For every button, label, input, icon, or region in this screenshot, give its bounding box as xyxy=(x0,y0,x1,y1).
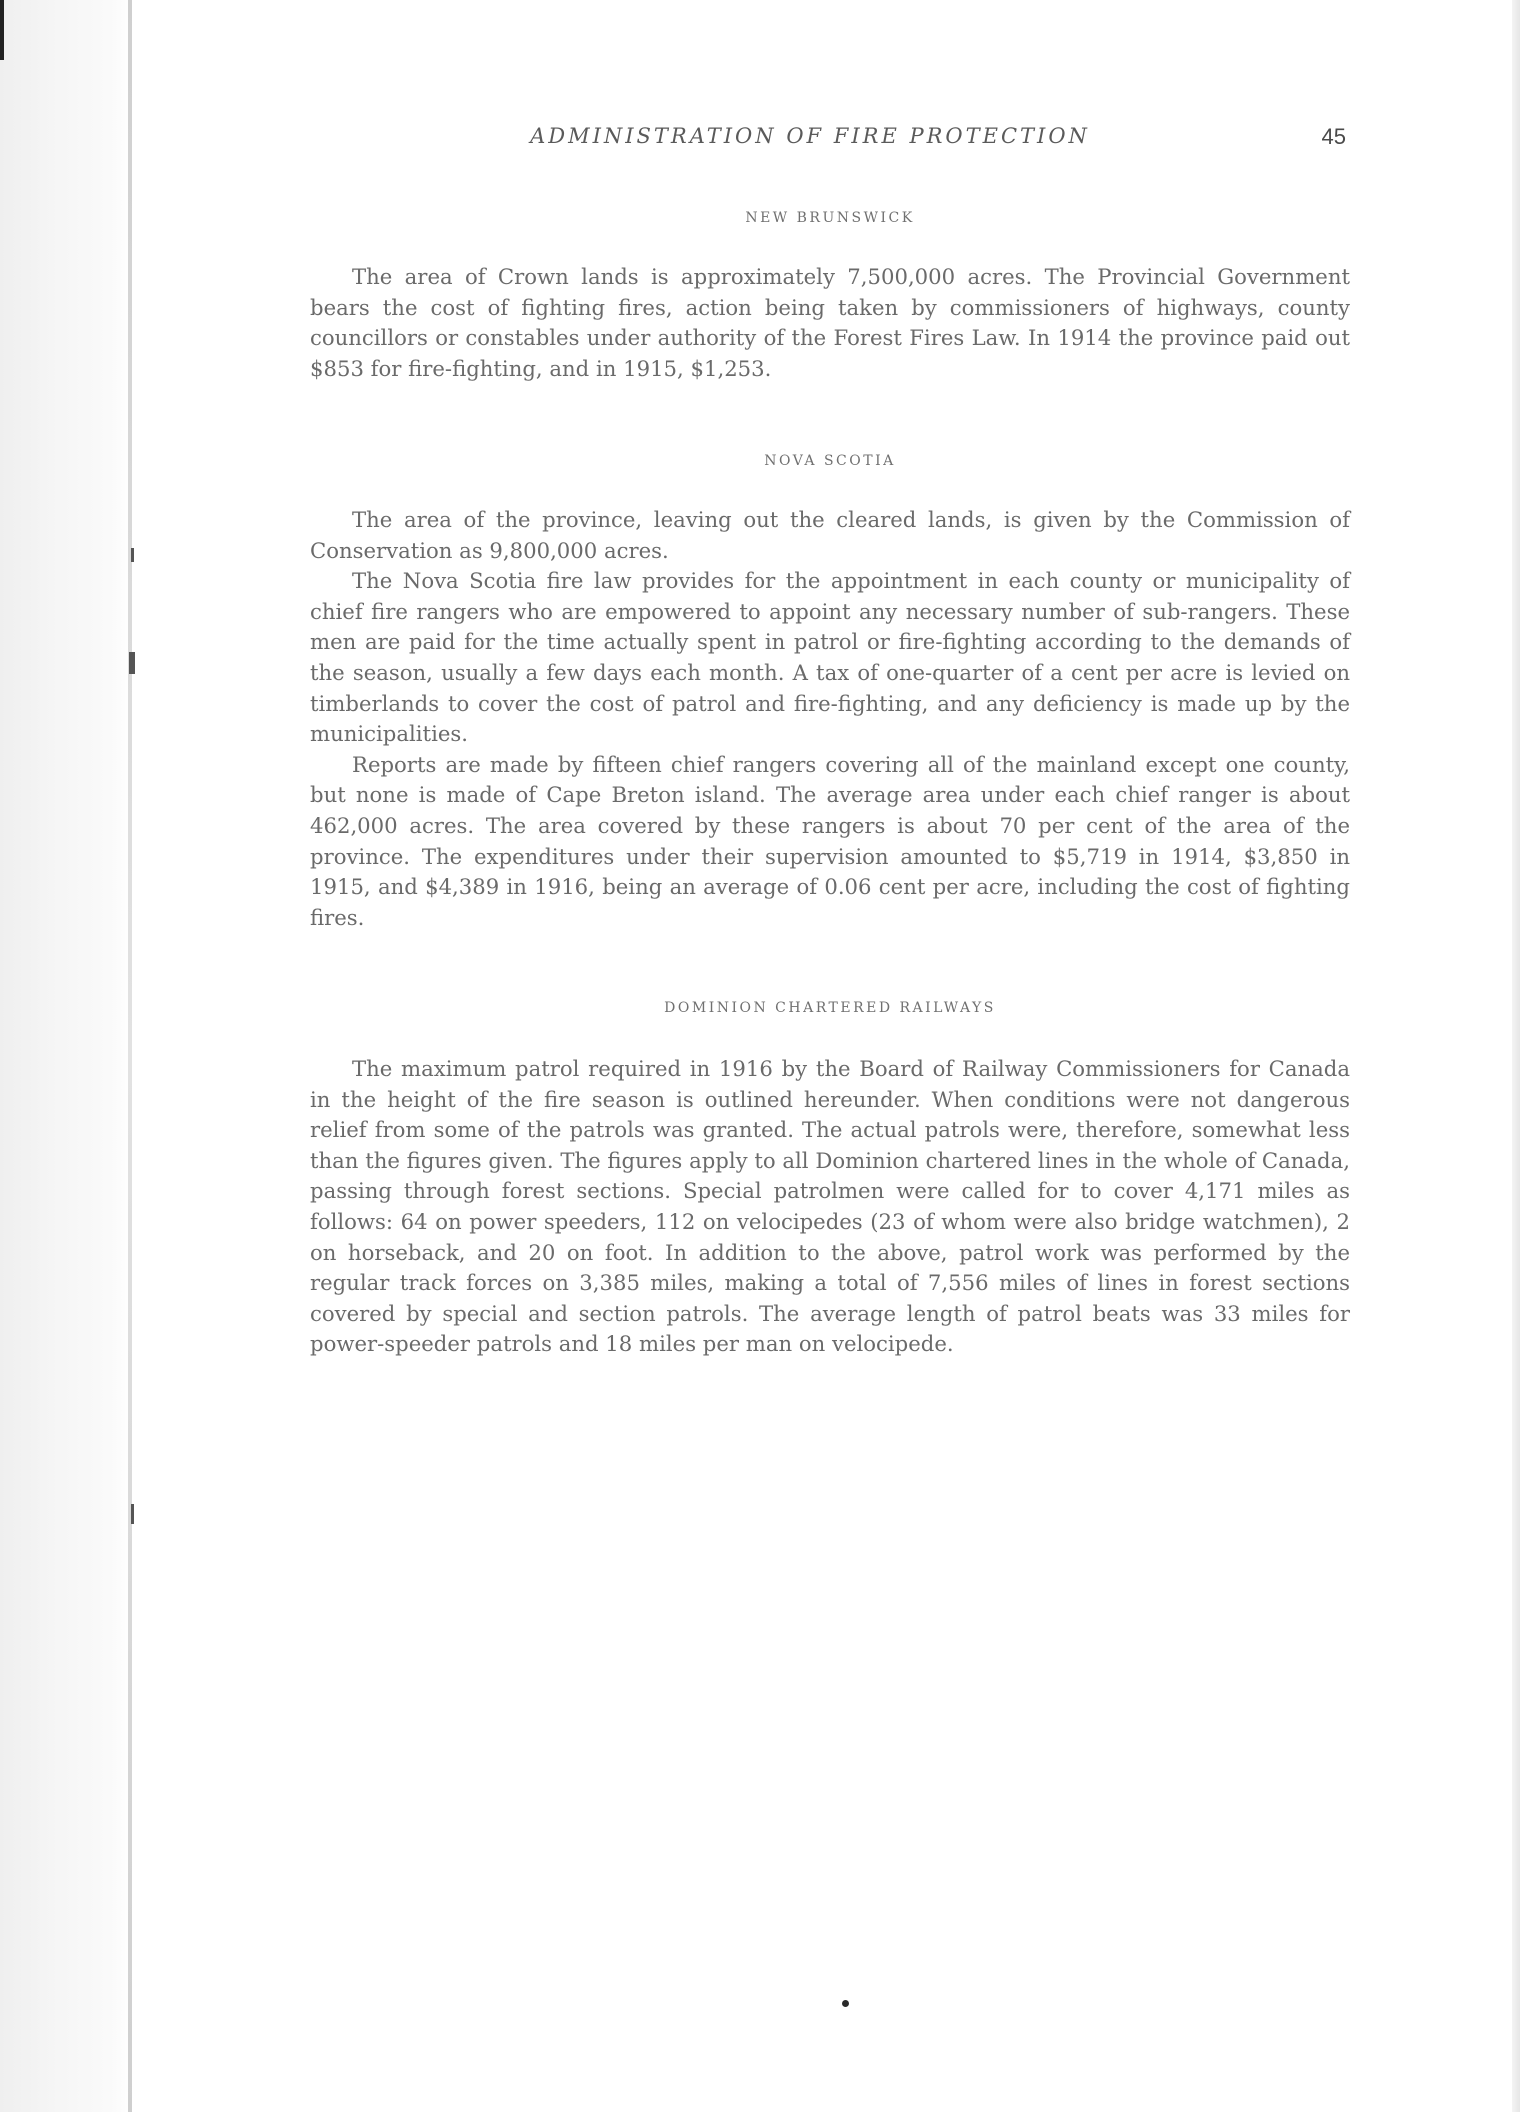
paragraph: The maximum patrol required in 1916 by the Board of Railway Commissioners for Canada in the height of the fire season is outlined hereunder. When conditions were not dangerous relief from some of the patrols was granted. The actual patrols were, therefore, somewhat less than the figures given. The figures apply to all Dominion chartered lines in the whole of Canada, passing through forest sections. Special patrolmen were called for to cover 4,171 miles as follows: 64 on power speeders, 112 on velocipedes (23 of whom were also bridge watchmen), 2 on horseback, and 20 on foot. In addition to the above, patrol work was performed by the regular track forces on 3,385 miles, making a total of 7,556 miles of lines in forest sections covered by special and section patrols. The average length of patrol beats was 33 miles for power-speeder patrols and 18 miles per man on velocipede. xyxy=(310,1056,1350,1357)
paragraph: The area of the province, leaving out the cleared lands, is given by the Commission of Conservation as 9,800,000 acres. xyxy=(310,507,1350,563)
running-title: ADMINISTRATION OF FIRE PROTECTION xyxy=(530,124,1090,148)
paragraph: Reports are made by fifteen chief rangers covering all of the mainland except one county, but none is made of Cape Breton island. The average area under each chief ranger is about 462,000 acres. The area covered by these rangers is about 70 per cent of the area of the province. The expenditures under their supervision amounted to $5,719 in 1914, $3,850 in 1915, and $4,389 in 1916, being an average of 0.06 cent per acre, including the cost of fighting fires. xyxy=(310,751,1350,930)
section-heading-nova-scotia: NOVA SCOTIA xyxy=(764,453,896,469)
ink-speck xyxy=(842,2000,849,2007)
paragraph: The Nova Scotia fire law provides for the appointment in each county or municipality of chief fire rangers who are empowered to appoint any necessary number of sub-rangers. These men are paid for the time actually spent in patrol or fire-fighting according to the demands of the season, usually a few days each month. A tax of one-quarter of a cent per acre is levied on timberlands to cover the cost of patrol and fire-fighting, and any deficiency is made up by the municipalities. xyxy=(310,568,1350,747)
page-gutter-shadow xyxy=(0,0,132,2112)
running-head xyxy=(310,124,1350,164)
paragraph: The area of Crown lands is approximately 7,500,000 acres. The Provincial Government bears the cost of fighting fires, action being taken by commissioners of highways, county councillors or constables under authority of the Forest Fires Law. In 1914 the province paid out $853 for fire-fighting, and in 1915, $1,253. xyxy=(310,264,1350,381)
section-body-dominion-chartered-railways xyxy=(310,1054,1350,1360)
page-number: 45 xyxy=(1321,124,1346,149)
binding-mark xyxy=(131,548,134,562)
binding-edge xyxy=(128,0,132,2112)
section-body-new-brunswick xyxy=(310,262,1350,384)
section-body-nova-scotia xyxy=(310,505,1350,933)
section-heading-dominion-chartered-railways: DOMINION CHARTERED RAILWAYS xyxy=(664,1000,996,1016)
binding-mark xyxy=(131,1504,134,1524)
page-right-edge xyxy=(1512,0,1520,2112)
binding-mark xyxy=(129,652,135,674)
section-heading-new-brunswick: NEW BRUNSWICK xyxy=(745,210,915,226)
scan-edge-mark xyxy=(0,0,4,60)
